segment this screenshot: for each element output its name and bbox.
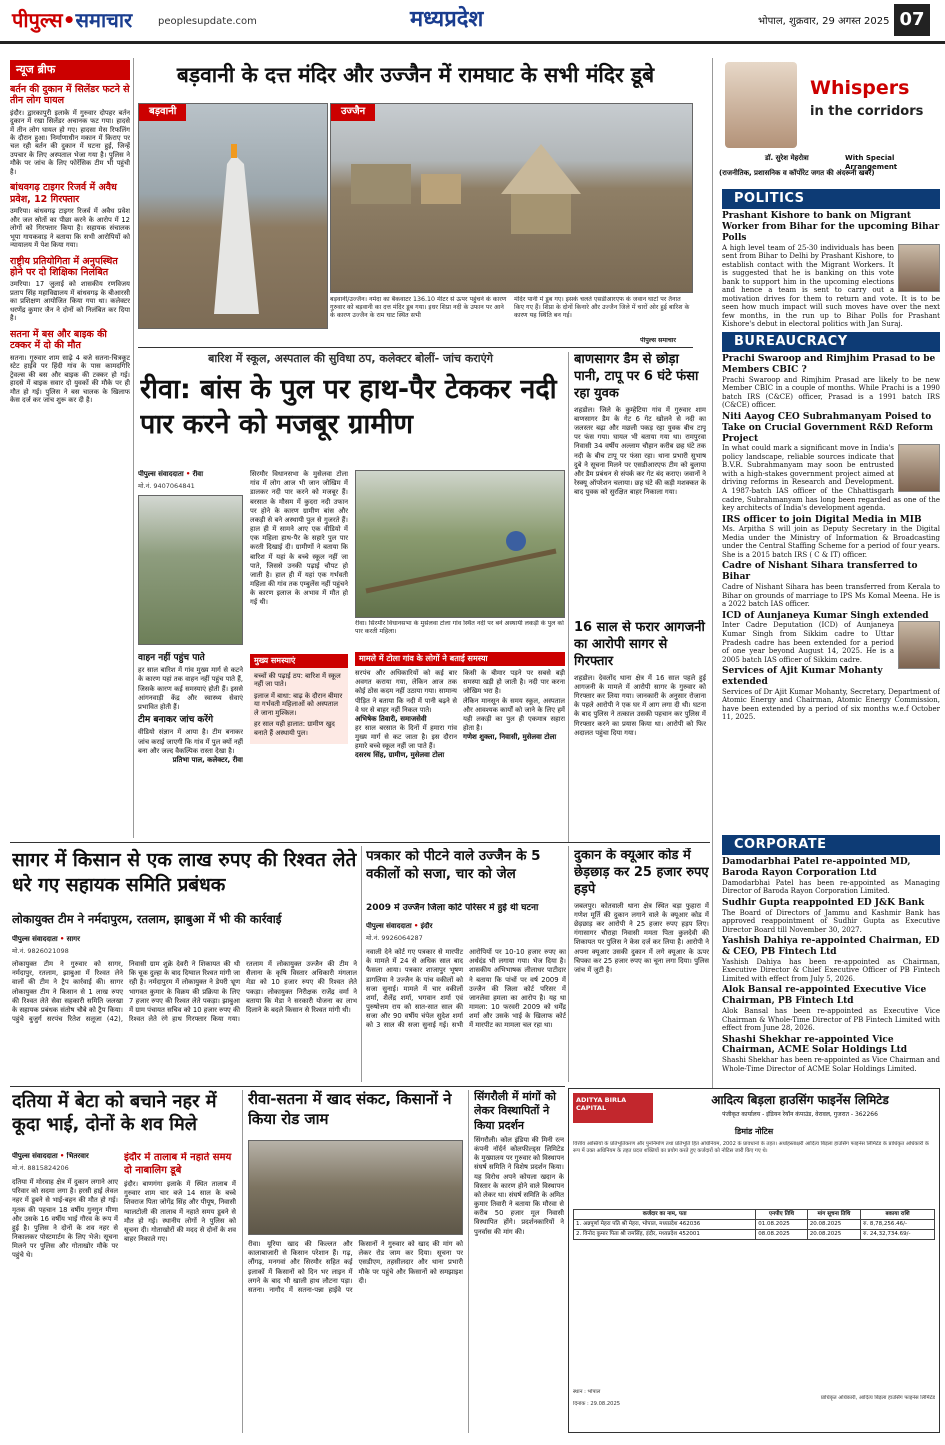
whisper-headline: ICD of Aunjaneya Kumar Singh extended	[722, 610, 929, 621]
whisper-text: Prachi Swaroop and Rimjhim Prasad are likely to be new Member CBIC in a couple of months. While Prachi is a 1990 batch IRS (C&CE) officer, Prasad is a 1991 batch IRS (C&CE) officer.	[722, 375, 940, 410]
table-cell: रु. 24,32,734.69/-	[861, 1229, 935, 1239]
bureaucracy-label: BUREAUCRACY	[722, 332, 940, 352]
whisper-text: Damodarbhai Patel has been re-appointed as Managing Director of Baroda Rayon Corporation Limited.	[722, 878, 940, 896]
brief-title: राष्ट्रीय प्रतियोगिता में अनुपस्थित होने पर दो शिक्षिका निलंबित	[10, 255, 118, 278]
whisper-headline: IRS officer to join Digital Media in MIB	[722, 514, 922, 525]
bamboo-bridge-photo	[138, 495, 243, 645]
qr-headline: दुकान के क्यूआर कोड में छेड़छाड़ कर 25 हजार रुपए हड़पे	[574, 848, 709, 897]
whisper-headline: Prashant Kishore to bank on Migrant Worker from Bihar for the upcoming Bihar Polls	[722, 211, 940, 243]
singrauli-text: सिंगरौली। कोल इंडिया की मिनी रत्न कंपनी नॉर्दर्न कोलफील्ड्स लिमिटेड के मुख्यालय पर गुरुवार को विस्थापन संघर्ष समिति ने विशेष प्रदर्शन किया। यह विरोध अपने कोयला खदान के विस्तार के कारण होने वाले विस्थापन को लेकर था। संघर्ष समिति के अमित कुमार तिवारी ने बताया कि मौरवा से करीब 50 हजार मूल निवासी विस्थापित होंगे। प्रदर्शनकारियों ने पुनर्वास की मांग की।	[474, 1135, 564, 1236]
quote: किसी के बीमार पड़ने पर सबसे बड़ी समस्या खड़ी हो जाती है। नदी पार करना जोखिम भरा है।	[463, 669, 565, 696]
table-cell: 08.08.2025	[756, 1229, 807, 1239]
photo-credit: पीपुल्स समाचार	[640, 337, 677, 344]
news-brief	[10, 60, 130, 830]
whisper-headline: Services of Ajit Kumar Mohanty extended	[722, 666, 883, 687]
brief-text: इंदौर। द्वारकापुरी इलाके में गुरुवार दोपहर बर्तन दुकान में रखा सिलेंडर अचानक फट गया। हादसे में तीन लोग घायल हो गए। हादसा मेस रिफलिंग के दौरान हुआ। निर्माणाधीन मकान में किराए पर चल रही बर्तन की दुकान में घटना हुई, जिन्हें उपचार के लिए अस्पताल भेजा गया है। पुलिस ने मौके पर जांच के लिए फोरेंसिक टीम भी पहुंची है।	[10, 108, 130, 176]
whisper-headline: Yashish Dahiya re-appointed Chairman, ED & CEO, PB Fintech Ltd	[722, 936, 940, 958]
problem-item: बच्चों की पढ़ाई ठप: बारिश में स्कूल नहीं जा पाते।	[254, 672, 341, 689]
brief-item	[10, 182, 130, 249]
whispers-column	[722, 186, 940, 831]
sub-text: हर साल बारिश में गांव मुख्य मार्ग से कटने के कारण यहां तक वाहन नहीं पहुंच पाते हैं, जिसके कारण कई समस्याएं होती हैं। इससे आंगनवाड़ी केंद्र और स्वास्थ्य सेवाएं प्रभावित होती हैं।	[138, 666, 243, 711]
ujjain-headline: पत्रकार को पीटने वाले उज्जैन के 5 वकीलों को सजा, चार को जेल	[366, 848, 541, 882]
quote-sign: दसरथ सिंह, ग्रामीण, मुसेलवा टोला	[355, 751, 445, 760]
sub-heading: टीम बनाकर जांच करेंगे	[138, 715, 214, 726]
qr-story	[574, 848, 709, 1082]
aagjani-headline: 16 साल से फरार आगजनी का आरोपी सागर से गिरफ्तार	[574, 620, 705, 669]
sagar-headline: सागर में किसान से एक लाख रुपए की रिश्वत लेते धरे गए सहायक समिति प्रबंधक	[12, 849, 357, 896]
whisper-text: Shashi Shekhar has been re-appointed as Vice Chairman and Whole-Time Director of ACME Solar Holdings Limited.	[722, 1056, 940, 1073]
photo-caption: रीवा। सिरमौर विधानसभा के मुसेलवा टोला गांव स्थित नदी पर बने अस्थायी लकड़ी के पुल को पार करती महिला।	[355, 620, 564, 635]
ad-signatory: प्राधिकृत अधिकारी, आदित्य बिड़ला हाउसिंग फाइनेंस लिमिटेड	[820, 1395, 935, 1401]
sub-heading: वाहन नहीं पहुंच पाते	[138, 653, 205, 663]
brief-text: उमरिया। 17 जुलाई को शासकीय रणविजय प्रताप सिंह महाविद्यालय में बांधवगढ़ के बीआरसी का प्रशिक्षण आयोजित किया गया था। कलेक्टर धरणेंद्र कुमार जैन ने दोनों को निलंबित कर दिया है।	[10, 280, 130, 323]
section-title: मध्यप्रदेश	[410, 7, 484, 32]
ad-place: स्थान : भोपाल	[573, 1389, 601, 1395]
table-cell: 20.08.2025	[807, 1229, 860, 1239]
whispers-tagline: (राजनीतिक, प्रशासनिक व कॉर्पोरेट जगत की अंदरूनी खबरें)	[719, 169, 875, 177]
table-cell: 1. अन्नपूर्णा मेहरा पति श्री मेहरा, भोपाल, मध्यप्रदेश 462036	[574, 1219, 756, 1229]
whisper-headline: Prachi Swaroop and Rimjhim Prasad to be Members CBIC ?	[722, 354, 936, 375]
brief-title: बांधवगढ़ टाइगर रिजर्व में अवैध प्रवेश, 12 गिरफ्तार	[10, 182, 117, 205]
table-header: मांग सूचना तिथि	[807, 1210, 860, 1220]
dateline: भोपाल, शुक्रवार, 29 अगस्त 2025	[758, 16, 890, 27]
aagjani-text: शहडोल। देवलोंद थाना क्षेत्र में 16 साल पहले हुई आगजनी के मामले में आरोपी सागर के गुरुवार को गिरफ्तार कर लिया गया। जानकारी के अनुसार रोजाना के पहले आरोपी ने एक घर में आग लगा दी थी। घटना के बाद पुलिस ने तत्काल उसकी पहचान कर पुलिस में गिरफ्तार करने का प्रयास किया था। आरोपी को फिर अदालत पहुंचा दिया गया।	[574, 673, 706, 737]
problems-heading: मुख्य समस्याएं	[250, 654, 348, 668]
table-cell: 01.08.2025	[756, 1219, 807, 1229]
ujjain-mobile: मो.नं. 9926064287	[366, 934, 423, 942]
datia-body: दतिया में मोरवाह क्षेत्र में दुकान लगाने आए परिवार को सदमा लगा है। हरसी हाई लेवल नहर में डूबने से भाई-बहन की मौत हो गई। मृतक की पहचान 18 वर्षीय गुनगुन मीणा और उसके 16 वर्षीय भाई गौरव के रूप में हुई है। पुलिस ने दोनों के शव नहर से निकालकर पोस्टमार्टम के लिए भेजे। सूचना मिलने पर पुलिस और गोताखोर मौके पर पहुंचे थे।	[12, 1178, 118, 1260]
problems-list	[250, 668, 348, 744]
quotes-heading: मामले में टोला गांव के लोगों ने बताई समस्या	[355, 652, 565, 666]
whisper-headline: Niti Aayog CEO Subrahmanyam Poised to Take on Crucial Government R&D Reform Project	[722, 411, 934, 444]
table-cell: 2. विनोद कुमार पिता श्री रामसिंह, इंदौर, मध्यप्रदेश 452001	[574, 1229, 756, 1239]
table-cell: रु. 8,78,256.46/-	[861, 1219, 935, 1229]
table-row	[574, 1229, 935, 1239]
column-rule	[133, 58, 134, 838]
column-rule	[568, 846, 569, 1082]
person-photo	[898, 444, 940, 492]
corporate-label: CORPORATE	[722, 835, 940, 855]
author-name: डॉ. सुरेश मेहरोत्रा	[765, 154, 809, 162]
bansagar-story	[574, 352, 706, 617]
rewa-body: सिरमौर विधानसभा के मुसेलवा टोला गांव में लोग आज भी जान जोखिम में डालकर नदी पार करने को मजबूर हैं। बरसात के मौसम में कुदरा नदी उफान पर होने के कारण ग्रामीण बांस और लकड़ी से बने अस्थायी पुल से गुजरते हैं। हाल ही में सामने आए एक वीडियो में एक महिला हाथ-पैर के सहारे पुल पार करती दिखाई दी। ग्रामीणों ने बताया कि बारिश में यहां के बच्चे स्कूल नहीं जा पाते, जिससे उनकी पढ़ाई चौपट हो जाती है। हाल ही में यहां एक गर्भवती महिला की गांव तक एम्बुलेंस नहीं पहुंचने के कारण इलाज के अभाव में मौत हो गई थी।	[250, 470, 348, 607]
table-header-row	[574, 1210, 935, 1220]
brief-text: सतना। गुरुवार शाम साढ़े 4 बजे सतना-चित्रकूट स्टेट हाईवे पर हिंदी गांव के पास कामदगिरि ट्रेवल्स की बस और बाइक की टक्कर हो गई। हादसे में बाइक सवार दो युवकों की मौके पर ही मौत हो गई। पुलिस ने बस चालक के खिलाफ केस दर्ज कर जांच शुरू कर दी है।	[10, 353, 130, 405]
ujjain-temples-drawing	[331, 104, 693, 293]
ad-notice: डिमांड नोटिस	[734, 1127, 774, 1136]
qr-text: जबलपुर। कोतवाली थाना क्षेत्र स्थित बड़ा फुहारा में गणेश मूर्ति की दुकान लगाने वाले के क्यूआर कोड में छेड़छाड़ कर आरोपी ने 25 हजार रुपए हड़प लिए। गंगासागर चौराहा निवासी ममता पिता कुलदेवी की शिकायत पर पुलिस ने केस दर्ज कर लिया है। आरोपी ने अपना क्यूआर उसकी दुकान में लगे क्यूआर के ऊपर चिपका कर 25 हजार रुपए का चूना लगा दिया। पुलिस जांच में जुटी है।	[574, 901, 709, 974]
rewa-mobile: मो.नं. 9407064841	[138, 482, 195, 490]
author-photo	[725, 62, 797, 148]
column-rule	[468, 1090, 469, 1433]
brief-heading: न्यूज ब्रीफ	[10, 60, 130, 80]
masthead	[0, 0, 945, 44]
column-rule	[361, 846, 362, 1082]
ad-table	[573, 1209, 935, 1240]
arrangement-note: With Special Arrangement	[845, 154, 898, 171]
aagjani-story	[574, 620, 706, 842]
ujjain-subhead: 2009 में उज्जैन जिला कोर्ट परिसर में हुई थी घटना	[366, 903, 539, 913]
housing-finance-ad	[568, 1088, 940, 1433]
page-number: 07	[894, 4, 930, 36]
person-photo	[898, 621, 940, 669]
satna-body: रीवा। यूरिया खाद की किल्लत और कालाबाजारी से किसान परेशान हैं। गढ़, लौंगढ़, मनगवां और सिरमौर सहित कई इलाकों में किसानों को दिन भर लाइन में लगने के बाद भी खाली हाथ लौटना पड़ा। सतना। नागौद में सतना-पन्ना हाईवे पर किसानों ने गुरुवार को खाद की मांग को लेकर रोड जाम कर दिया। सूचना पर एसडीएम, तहसीलदार और थाना प्रभारी मौके पर पहुंचे और किसानों को समझाइश दी।	[248, 1240, 463, 1294]
brief-text: उमरिया। बांधवगढ़ टाइगर रिजर्व में अवैध प्रवेश और जल स्रोतों का पीछा करने के आरोप में 12 लोगों को गिरफ्तार किया है। सहायक संचालक भूपा गायकवाड़ ने बताया कि सभी आरोपियों को न्यायालय में पेश किया गया।	[10, 207, 130, 250]
quote-sign: गणेश शुक्ला, निवासी, मुसेलवा टोला	[463, 733, 557, 742]
problem-item: इलाज में बाधा: बाढ़ के दौरान बीमार या गर्भवती महिलाओं को अस्पताल ले जाना मुश्किल।	[254, 691, 343, 717]
whisper-text: Cadre of Nishant Sihara has been transferred from Kerala to Bihar on grounds of marriage to IPS Ms Komal Meena. He is a 2022 batch IAS officer.	[722, 583, 940, 609]
sagar-mobile: मो.नं. 9826021098	[12, 947, 69, 955]
sagar-subhead: लोकायुक्त टीम ने नर्मदापुरम, रतलाम, झाबुआ में भी की कार्रवाई	[12, 912, 282, 926]
table-cell: 20.08.2025	[807, 1219, 860, 1229]
brand-logo: पीपुल्स•समाचार	[12, 8, 133, 32]
sub-text: वीडियो संज्ञान में आया है। टीम बनाकर जांच कराई जाएगी कि गांव में पुल क्यों नहीं बना और जल्द वैकल्पिक रास्ता देखा है।	[138, 728, 243, 755]
ad-title: आदित्य बिड़ला हाउसिंग फाइनेंस लिमिटेड	[711, 1093, 889, 1107]
column-rule	[242, 1090, 243, 1433]
rewa-headline: रीवा: बांस के पुल पर हाथ-पैर टेककर नदी पार करने को मजबूर ग्रामीण	[140, 374, 557, 441]
ad-subtitle: पंजीकृत कार्यालय - इंडियन रेयॉन कंपाउंड, वेरावल, गुजरात - 362266	[722, 1111, 878, 1118]
collector-sub	[250, 765, 348, 837]
whisper-headline: Sudhir Gupta reappointed ED J&K Bank	[722, 897, 925, 908]
photo-caption: मंदिर पानी में डूब गए। इसके चलते एसडीआरएफ के जवान घाटों पर तैनात किए गए हैं। शिप्रा के दोनों किनारे और उज्जैन जिले में चारों ओर हुई बारिश के कारण यह स्थिति बन गई।	[514, 296, 690, 319]
whispers-title: Whispers in the corridors	[810, 77, 924, 119]
ujjain-body: नवाली देने कोर्ट गए पत्रकार से मारपीट के मामले में 24 से अधिक साल बाद फैसला आया। पत्रकार शाजापुर भूषण डागलिया ने उज्जैन के पांच वकीलों को सजा सुनाई। मामले में चार वकीलों शर्मा, शैलेंद्र शर्मा, भगवान शर्मा एवं पुरुषोत्तम राय को सात-सात साल की सजा और 90 वर्षीय चंपेल सुदेश शर्मा को 3 साल की सजा सुनाई गई। सभी आरोपियों पर 10-10 हजार रुपए का अर्थदंड भी लगाया गया। भेज दिया है। शासकीय अभिभाषक लीलाधर पाटीदार ने बताया कि पांचों पर वर्ष 2009 में उज्जैन की जिला कोर्ट परिसर में जानलेवा हमला का आरोप है। यह था मामला: 10 फरवरी 2009 को धर्मेंद्र शर्मा और उसके भाई के खिलाफ कोर्ट में मारपीट का मामला चल रहा था।	[366, 948, 566, 1030]
whisper-headline: Damodarbhai Patel re-appointed MD, Baroda Rayon Corporation Ltd	[722, 857, 911, 879]
rewa-byline: पीपुल्स संवाददाता • रीवा	[138, 470, 204, 478]
sagar-byline: पीपुल्स संवाददाता • सागर	[12, 935, 80, 943]
indore-talab-story	[124, 1152, 236, 1433]
ujjain-photo	[330, 103, 693, 293]
datia-headline: दतिया में बेटा को बचाने नहर में कूदा भाई, दोनों के शव मिले	[12, 1091, 217, 1136]
woman-crossing-photo	[355, 470, 565, 618]
whisper-text: Inter Cadre Deputation (ICD) of Aunjaneya Kumar Singh from Sikkim cadre to Uttar Pradesh cadre has been extended for a period of one year beyond August 14, 2025. He is a 2005 batch IAS officer of Sikkim cadre.	[722, 621, 894, 664]
whisper-text: The Board of Directors of Jammu and Kashmir Bank has approved reappointment of Sudhir Gupta as Executive Director Board till November 30, 2027.	[722, 908, 940, 934]
whisper-text: Ms. Arpitha S will join as Deputy Secretary in the Digital Media under the Ministry of Information & Broadcasting under the Central Staffing Scheme for a period of four years. She is a 2015 batch IRS ( C & IT) officer.	[722, 525, 940, 559]
whisper-headline: Shashi Shekhar re-appointed Vice Chairman, ACME Solar Holdings Ltd	[722, 1034, 908, 1056]
brief-item	[10, 84, 130, 177]
whisper-text: Yashish Dahiya has been re-appointed as Chairman, Executive Director & Chief Executive Officer of PB Fintech Limited with effect from July 5, 2026.	[722, 957, 940, 983]
farmers-photo	[248, 1140, 463, 1235]
bansagar-headline: बाणसागर डैम से छोड़ा पानी, टापू पर 6 घंटे फंसा रहा युवक	[574, 352, 699, 401]
photo-label: उज्जैन	[331, 104, 375, 121]
ad-legal-text: वित्तीय आस्तियों के प्रतिभूतिकरण और पुनर्निर्माण तथा प्रतिभूति हित अधिनियम, 2002 के प्रावधानों के तहत। अधोहस्ताक्षरी आदित्य बिड़ला हाउसिंग फाइनेंस लिमिटेड के प्राधिकृत अधिकारी के रूप में उक्त अधिनियम के तहत प्रदत्त शक्तियों का प्रयोग करते हुए कर्जदारों को नोटिस जारी किए गए थे।	[573, 1141, 929, 1154]
whisper-text: Alok Bansal has been re-appointed as Executive Vice Chairman & Whole-Time Director of PB Fintech Limited with effect from June 28, 2026.	[722, 1007, 940, 1033]
whisper-text: Services of Dr Ajit Kumar Mohanty, Secretary, Department of Atomic Energy and Chairman, Atomic Energy Commission, have been extended by a period of six months w.e.f October 11, 2025.	[722, 687, 940, 722]
brief-title: सतना में बस और बाइक की टक्कर में दो की मौत	[10, 328, 107, 352]
photo-caption: बड़वानी/उज्जैन। नर्मदा का बैकवाटर 136.10 मीटर से ऊपर पहुंचने के कारण गुरुवार को बड़वानी का दत्त मंदिर डूब गया। इधर शिप्रा नदी के उफान पर आने के कारण उज्जैन के राम घाट स्थित सभी	[330, 296, 507, 319]
quote-col	[355, 669, 457, 760]
whisper-headline: Alok Bansal re-appointed Executive Vice Chairman, PB Fintech Ltd	[722, 985, 927, 1007]
top-headline: बड़वानी के दत्त मंदिर और उज्जैन में रामघाट के सभी मंदिर डूबे	[176, 63, 655, 87]
ujjain-byline: पीपुल्स संवाददाता • इंदौर	[366, 922, 433, 930]
quote: लेकिन मानसून के समय स्कूल, अस्पताल और आवश्यक कार्यों को जाने के लिए हमें यही लकड़ी का पुल ही एकमात्र सहारा होता है।	[463, 696, 565, 733]
section-rule	[10, 1086, 565, 1087]
whispers-header	[715, 58, 940, 183]
table-header: एनपीए तिथि	[756, 1210, 807, 1220]
photo-label: बड़वानी	[139, 104, 186, 121]
whisper-text: A high level team of 25-30 individuals has been sent from Bihar to Delhi by Prashant Kishore, to establish contact with the Migrant Workers. It is suggested that he is banking on this vote bank to support him in the upcoming elections and hence a team is sent to carry out a motivation drives for them to return and vote. It is to be seen how much impact will such moves have over the next few months, in the run up to Bihar Polls for Prashant Kishore's debut in electoral politics with Jan Suraj.	[722, 243, 940, 329]
aditya-birla-logo: ADITYA BIRLA CAPITAL	[573, 1093, 653, 1123]
bansagar-text: शहडोल। जिले के कुम्हेटिया गांव में गुरुवार शाम बाणसागर डैम के गेट 6 गेट खोलने से नदी का जलस्तर बढ़ा और मछली पकड़ रहा युवक बीच टापू पर फंस गया। घायल भी बताया गया था। रामपुरवा निवासी 34 वर्षीय अल्लाम चौहान करीब छह घंटे तक नदी के बीच टापू पर फंसा रहा। थाना प्रभारी सुभाष दुबे ने सूचना मिलने पर एसडीआरएफ टीम को बुलाया और डैम प्रबंधन से संपर्क कर गेट बंद कराए। जवानों ने रेस्क्यू ऑपरेशन चलाया। छह घंटे की कड़ी मशक्कत के बाद युवक को सुरक्षित बाहर निकाला गया।	[574, 405, 706, 497]
politics-label: POLITICS	[722, 189, 940, 209]
brief-item	[10, 256, 130, 323]
quote-sign: अभिषेक तिवारी, समाजसेवी	[355, 714, 427, 723]
whisper-headline: Cadre of Nishant Sihara transferred to Bihar	[722, 561, 918, 583]
column-rule	[712, 58, 713, 1088]
singrauli-story	[474, 1090, 564, 1433]
quote: हर साल बरसात के दिनों में हमारा गांव मुख्य मार्ग से कट जाता है। इस दौरान हमारे बच्चे स्कूल नहीं जा पाते हैं।	[355, 723, 457, 750]
rewa-subs	[138, 650, 243, 835]
talab-text: इंदौर। बाणगंगा इलाके में स्थित तालाब में गुरुवार शाम चार बजे 14 साल के बच्चे शिवराज पिता जोगेंद्र सिंह और पीयूष, निवासी ग्वालटोली की तालाब में नहाते समय डूबने से मौत हो गई। स्थानीय लोगों ने पुलिस को सूचना दी। गोताखोरों की मदद से दोनों के शव बाहर निकाले गए।	[124, 1180, 236, 1244]
sagar-body: लोकायुक्त टीम ने गुरुवार को सागर, नर्मदापुर, रतलाम, झाबुआ में रिश्वत लेने वालों की टीम ने ट्रैप कार्रवाई की। सागर लोकायुक्त टीम ने किसान से 1 लाख रुपए की रिश्वत लेते सेवा सहकारी समिति जलखा के सहायक प्रबंधक संतोष चौबे को ट्रैप किया। पहुंचे बुजुर्ग सरपंच रितेश सलूजा (42), निवासी ग्राम शुक्रे देवरी ने शिकायत की थी कि चूक दुल्हा के बाद दिग्वाल रिश्वत मांगी जा रही है। नर्मदापुरम में लोकायुक्त ने डेयरी भ्रूण भागवत कुमार के विक्रय की प्रक्रिया के लिए 7 हजार रुपए की रिश्वत लेते पकड़ा। झाबुआ में ग्राम पंचायत सचिव को 10 हजार रुपए की रिश्वत लेते रंगे हाथ गिरफ्तार किया गया। रतलाम में लोकायुक्त उज्जैन की टीम ने सैलाना के कृषि विस्तार अधिकारी मंगलाल मेडा को 10 हजार रुपए की रिश्वत लेते पकड़ा। लोकायुक्त निरीक्षक राजेंद्र वर्मा ने बताया कि मेडा ने सरकारी योजना का लाभ दिलाने के बदले किसान से रिश्वत मांगी थी।	[12, 960, 357, 1024]
quotes-grid	[355, 669, 565, 760]
rewa-kicker: बारिश में स्कूल, अस्पताल की सुविधा ठप, कलेक्टर बोलीं- जांच कराएंगे	[208, 352, 493, 365]
villager-quotes	[355, 652, 565, 837]
table-header: कर्जदार का नाम, पता	[574, 1210, 756, 1220]
website[interactable]: peoplesupdate.com	[158, 16, 257, 27]
brief-item	[10, 329, 130, 405]
temple-spire-drawing	[139, 104, 328, 329]
bridge-drawing	[356, 471, 565, 618]
table-header: बकाया राशि	[861, 1210, 935, 1220]
talab-headline: इंदौर में तालाब में नहाते समय दो नाबालिग डूबे	[124, 1152, 232, 1176]
section-rule	[138, 347, 693, 348]
person-photo	[898, 244, 940, 292]
datia-byline: पीपुल्स संवाददाता • भितरवार	[12, 1152, 89, 1160]
corporate-column	[722, 832, 940, 1082]
ad-date: दिनांक : 29.08.2025	[573, 1401, 621, 1407]
whisper-text: In what could mark a significant move in India's policy landscape, reliable sources indicate that B.V.R. Subrahmanyam may soon be entrusted with a high-stakes government project aimed at driving reforms in Research and Development. A 1987-batch IAS officer of the Chhattisgarh cadre, Subrahmanyam has long been regarded as one of the key architects of India's development agenda.	[722, 444, 940, 513]
quote-col	[463, 669, 565, 760]
column-rule	[568, 352, 569, 842]
table-row	[574, 1219, 935, 1229]
brief-title: बर्तन की दुकान में सिलेंडर फटने से तीन लोग घायल	[10, 83, 130, 107]
datia-mobile: मो.नं. 8815824206	[12, 1164, 69, 1172]
section-rule	[10, 842, 710, 843]
quote: सरपंच और अधिकारियों को कई बार अवगत कराया गया, लेकिन आज तक कोई ठोस कदम नहीं उठाया गया। सामान्य पीड़ित ने बताया कि नदी में पानी बढ़ने से वे घर से बाहर नहीं निकल पाते।	[355, 669, 457, 714]
barwani-photo	[138, 103, 328, 329]
problems-box	[250, 654, 348, 764]
problem-item: हर साल यही हालात: ग्रामीण खुद बनाते हैं अस्थायी पुल।	[254, 720, 335, 737]
satna-headline: रीवा-सतना में खाद संकट, किसानों ने किया रोड जाम	[248, 1090, 452, 1128]
sub-sign: प्रतिभा पाल, कलेक्टर, रीवा	[172, 755, 243, 764]
singrauli-headline: सिंगरौली में मांगों को लेकर विस्थापितों ने किया प्रदर्शन	[474, 1090, 556, 1132]
